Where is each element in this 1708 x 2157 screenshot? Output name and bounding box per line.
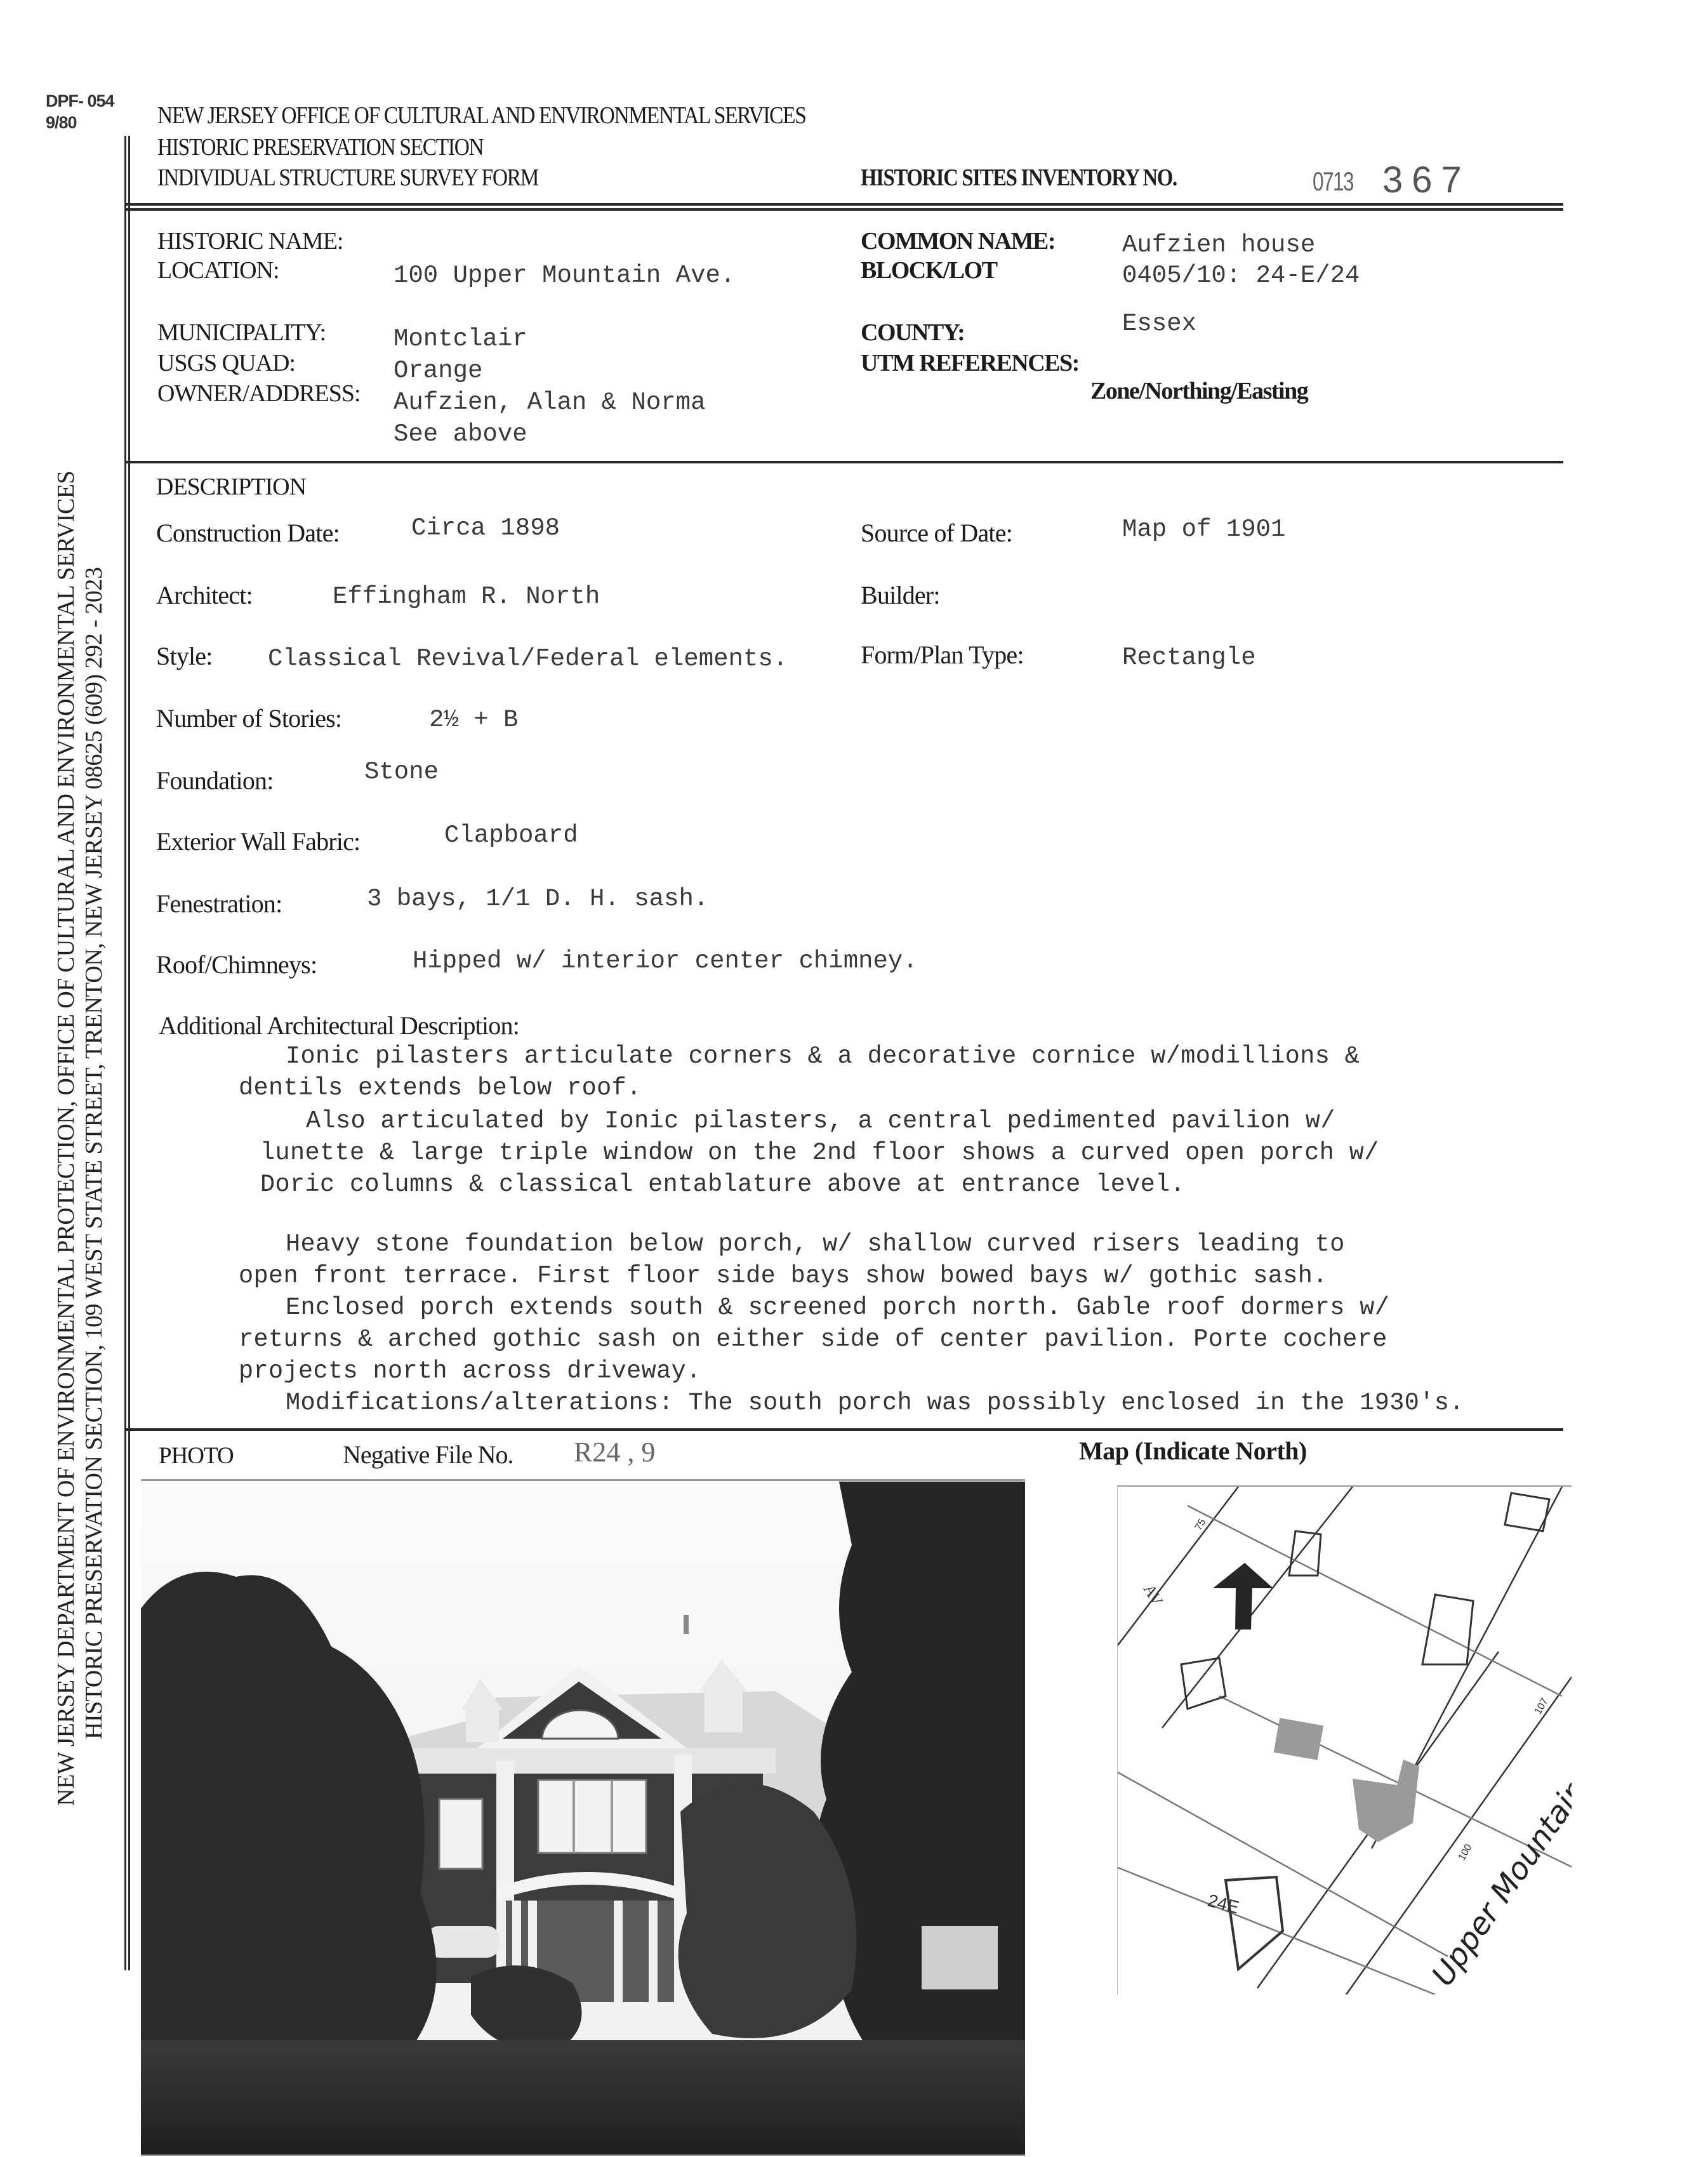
section-title: HISTORIC PRESERVATION SECTION <box>157 134 484 161</box>
map-label: Map (Indicate North) <box>1079 1437 1307 1465</box>
identification-divider <box>126 461 1563 463</box>
historic-name-label: HISTORIC NAME: <box>157 228 343 255</box>
negative-file-value: R24 , 9 <box>574 1437 656 1468</box>
construction-date-value: Circa 1898 <box>411 514 560 542</box>
description-line: Doric columns & classical entablature above at entrance level. <box>260 1171 1186 1198</box>
form-code-date: 9/80 <box>46 113 77 132</box>
municipality-label: MUNICIPALITY: <box>157 319 326 346</box>
location-map <box>1117 1485 1572 1994</box>
header-divider <box>126 203 1563 211</box>
roof-chimneys-value: Hipped w/ interior center chimney. <box>413 947 918 975</box>
utm-sublabel: Zone/Northing/Easting <box>1090 378 1308 404</box>
fenestration-value: 3 bays, 1/1 D. H. sash. <box>367 885 709 913</box>
map-house-number: 75 <box>1193 1517 1208 1532</box>
foundation-value: Stone <box>364 758 439 786</box>
form-plan-type-value: Rectangle <box>1122 644 1256 672</box>
usgs-quad-label: USGS QUAD: <box>157 350 295 376</box>
description-line: Enclosed porch extends south & screened porch north. Gable roof dormers w/ <box>286 1294 1390 1322</box>
map-lot-label: 24E <box>1205 1890 1241 1918</box>
triple-window <box>538 1780 646 1853</box>
additional-description-label: Additional Architectural Description: <box>159 1011 520 1040</box>
form-plan-type-label: Form/Plan Type: <box>861 640 1024 669</box>
description-line: dentils extends below roof. <box>239 1074 642 1102</box>
fenestration-label: Fenestration: <box>156 889 282 918</box>
style-label: Style: <box>156 642 213 670</box>
photo-label: PHOTO <box>159 1443 234 1469</box>
architect-label: Architect: <box>156 581 253 609</box>
location-map-drawing <box>1118 1487 1572 1994</box>
agency-title: NEW JERSEY OFFICE OF CULTURAL AND ENVIRONMENTAL SERVICES <box>157 102 806 129</box>
common-name-value: Aufzien house <box>1122 231 1316 259</box>
usgs-quad-value: Orange <box>394 357 483 385</box>
utm-label: UTM REFERENCES: <box>861 350 1079 376</box>
builder-label: Builder: <box>861 581 940 609</box>
description-line: Modifications/alterations: The south porch was possibly enclosed in the 1930's. <box>286 1389 1464 1417</box>
county-value: Essex <box>1122 310 1197 338</box>
construction-date-label: Construction Date: <box>156 519 340 547</box>
common-name-label: COMMON NAME: <box>861 228 1055 255</box>
house-photo-image <box>141 1482 1025 2154</box>
window <box>439 1799 482 1869</box>
location-value: 100 Upper Mountain Ave. <box>394 262 736 289</box>
exterior-wall-label: Exterior Wall Fabric: <box>156 827 361 856</box>
form-title: INDIVIDUAL STRUCTURE SURVEY FORM <box>157 164 539 191</box>
owner-address-value: See above <box>394 420 527 448</box>
roof-chimneys-label: Roof/Chimneys: <box>156 950 317 979</box>
county-label: COUNTY: <box>861 319 965 346</box>
description-line: Ionic pilasters articulate corners & a decorative cornice w/modillions & <box>286 1042 1360 1070</box>
side-porch <box>922 1926 998 1989</box>
location-label: LOCATION: <box>157 257 279 284</box>
block-lot-label: BLOCK/LOT <box>861 257 997 284</box>
exterior-wall-value: Clapboard <box>444 821 578 849</box>
municipality-value: Montclair <box>394 325 527 353</box>
description-line: Also articulated by Ionic pilasters, a central pedimented pavilion w/ <box>306 1107 1335 1135</box>
stories-value: 2½ + B <box>429 706 519 734</box>
stories-label: Number of Stories: <box>156 704 342 733</box>
description-line: lunette & large triple window on the 2nd floor shows a curved open porch w/ <box>260 1139 1379 1167</box>
form-code <box>46 90 114 133</box>
form-code-number: DPF- 054 <box>46 91 114 110</box>
source-of-date-label: Source of Date: <box>861 519 1013 547</box>
negative-file-label: Negative File No. <box>343 1440 513 1469</box>
side-address-text: HISTORIC PRESERVATION SECTION, 109 WEST STATE STREET, TRENTON, NEW JERSEY 08625 (609) 292 - 2023 <box>81 567 107 1739</box>
lawn <box>141 2040 1025 2154</box>
foundation-label: Foundation: <box>156 766 274 795</box>
map-house-number: 107 <box>1532 1696 1551 1716</box>
left-margin-rule <box>124 136 130 1970</box>
inventory-label: HISTORIC SITES INVENTORY NO. <box>861 164 1177 191</box>
source-of-date-value: Map of 1901 <box>1122 515 1286 543</box>
block-lot-value: 0405/10: 24-E/24 <box>1122 262 1360 289</box>
description-line: open front terrace. First floor side bays show bowed bays w/ gothic sash. <box>239 1262 1328 1290</box>
inventory-prefix: 0713 <box>1313 166 1354 196</box>
map-av-label: AV <box>1139 1581 1167 1609</box>
description-line: projects north across driveway. <box>239 1357 701 1385</box>
map-house-number: 100 <box>1456 1842 1474 1862</box>
description-line: Heavy stone foundation below porch, w/ shallow curved risers leading to <box>286 1230 1345 1258</box>
side-agency-text: NEW JERSEY DEPARTMENT OF ENVIRONMENTAL PROTECTION, OFFICE OF CULTURAL AND ENVIRONMENTAL SERVICES <box>53 470 79 1806</box>
description-heading: DESCRIPTION <box>156 474 307 500</box>
description-line: returns & arched gothic sash on either side of center pavilion. Porte cochere <box>239 1325 1387 1353</box>
style-value: Classical Revival/Federal elements. <box>268 645 788 673</box>
owner-address-label: OWNER/ADDRESS: <box>157 380 361 407</box>
owner-value: Aufzien, Alan & Norma <box>394 388 706 416</box>
photo-top-rule <box>141 1479 1025 1481</box>
architect-value: Effingham R. North <box>333 583 600 611</box>
chimney <box>684 1615 689 1634</box>
inventory-number: 367 <box>1382 159 1471 201</box>
description-divider <box>126 1428 1563 1431</box>
house-photo <box>141 1482 1025 2156</box>
